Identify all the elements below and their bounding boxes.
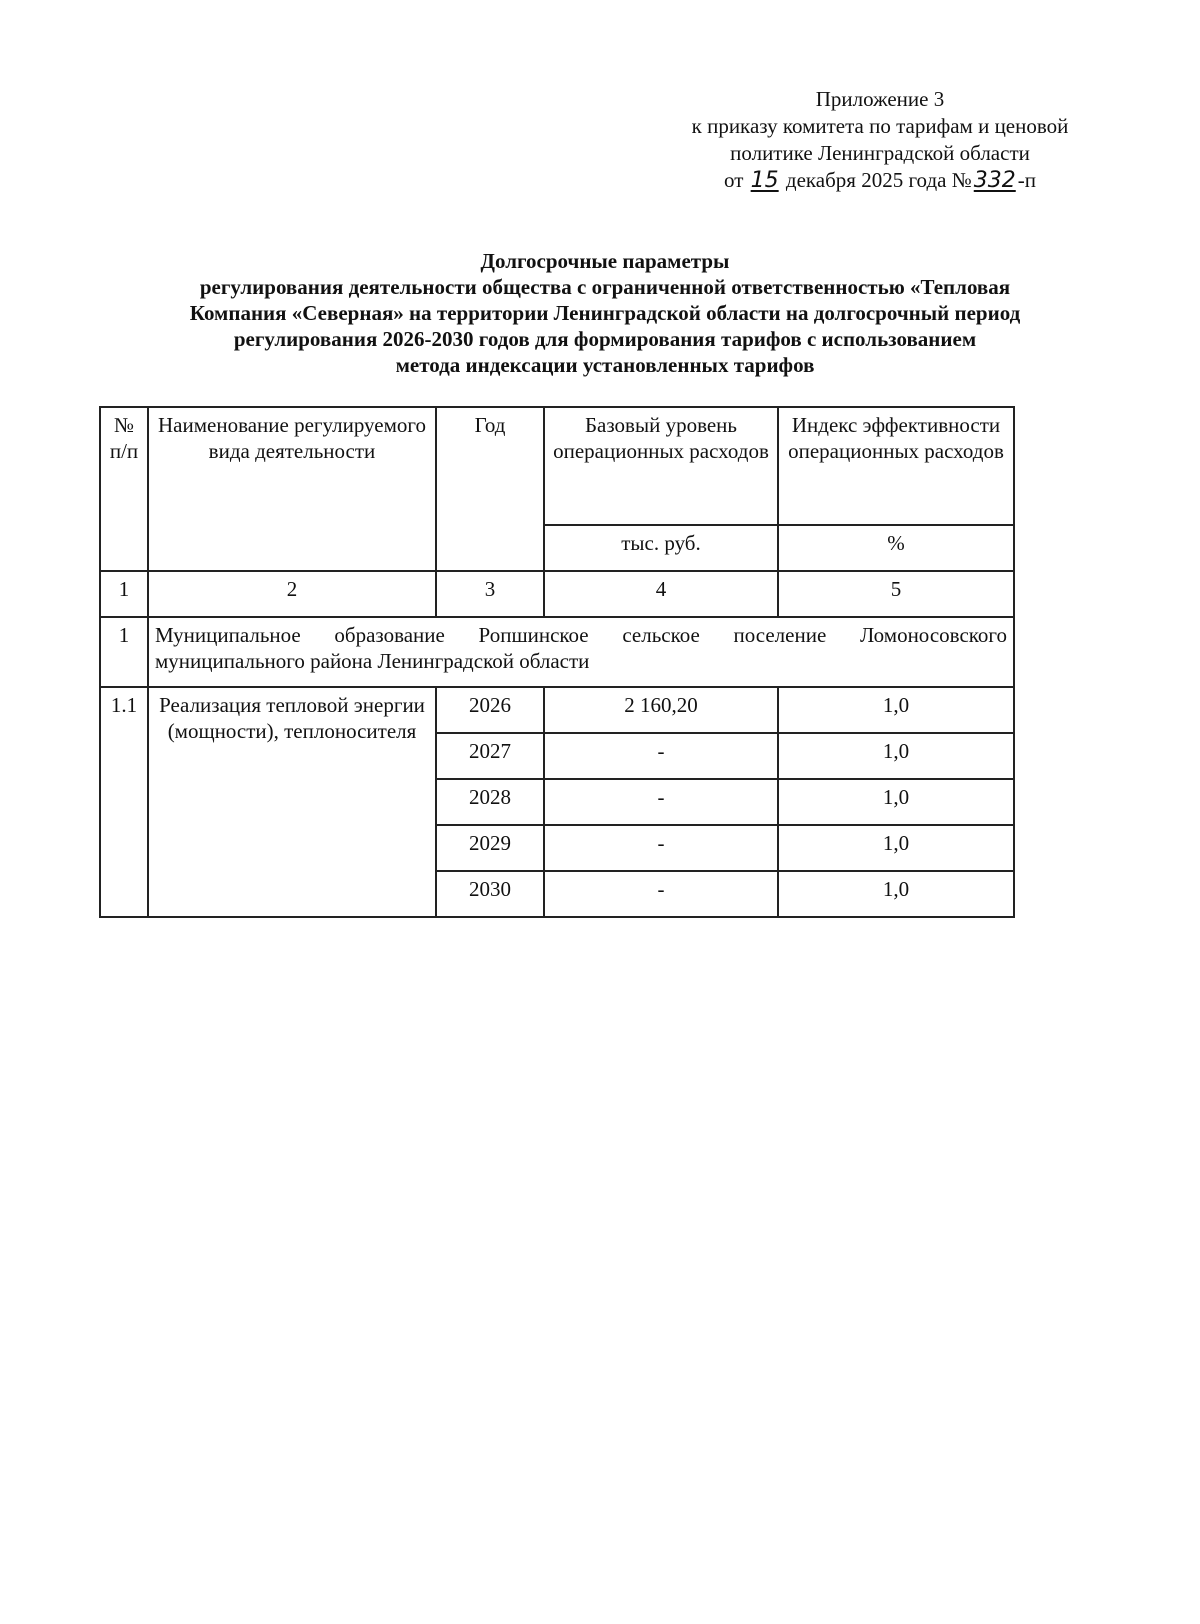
base-level-cell: - [544, 733, 778, 779]
order-suffix: -п [1017, 168, 1036, 192]
year-cell: 2029 [436, 825, 544, 871]
header-year: Год [436, 407, 544, 571]
index-cell: 1,0 [778, 871, 1014, 917]
index-cell: 1,0 [778, 733, 1014, 779]
index-cell: 1,0 [778, 825, 1014, 871]
column-number: 3 [436, 571, 544, 617]
handwritten-order-number: 332 [973, 168, 1016, 193]
base-level-cell: - [544, 871, 778, 917]
year-cell: 2026 [436, 687, 544, 733]
column-number-row [100, 571, 1014, 617]
municipality-row [100, 617, 1014, 687]
base-level-cell: - [544, 779, 778, 825]
appendix-header [640, 86, 1120, 194]
header-num: № п/п [100, 407, 148, 571]
activity-name: Реализация тепловой энергии (мощности), теплоносителя [148, 687, 436, 917]
column-number: 4 [544, 571, 778, 617]
title-line-1: Долгосрочные параметры [480, 249, 730, 273]
year-cell: 2027 [436, 733, 544, 779]
year-cell: 2028 [436, 779, 544, 825]
activity-num: 1.1 [100, 687, 148, 917]
header-activity: Наименование регулируемого вида деятельности [148, 407, 436, 571]
handwritten-day: 15 [750, 168, 779, 193]
parameters-table [99, 406, 1015, 918]
date-middle: декабря 2025 года № [785, 168, 972, 192]
document-title [110, 248, 1100, 378]
column-number: 5 [778, 571, 1014, 617]
index-cell: 1,0 [778, 687, 1014, 733]
appendix-label: Приложение 3 [815, 87, 945, 111]
title-line-3: Компания «Северная» на территории Ленинградской области на долгосрочный период [189, 301, 1021, 325]
column-number: 1 [100, 571, 148, 617]
title-line-4: регулирования 2026-2030 годов для формирования тарифов с использованием [233, 327, 977, 351]
table-row [100, 687, 1014, 733]
base-level-cell: - [544, 825, 778, 871]
order-reference-line: к приказу комитета по тарифам и ценовой [691, 114, 1069, 138]
year-cell: 2030 [436, 871, 544, 917]
unit-efficiency-index: % [778, 525, 1014, 571]
title-line-5: метода индексации установленных тарифов [395, 353, 815, 377]
committee-name-line: политике Ленинградской области [730, 141, 1030, 165]
order-date-line [640, 167, 1120, 194]
municipality-name-line-2: муниципального района Ленинградской области [155, 649, 590, 673]
date-prefix: от [724, 168, 744, 192]
base-level-cell: 2 160,20 [544, 687, 778, 733]
column-number: 2 [148, 571, 436, 617]
municipality-num: 1 [100, 617, 148, 687]
municipality-name [148, 617, 1014, 687]
header-base-level: Базовый уровень операционных расходов [544, 407, 778, 525]
title-line-2: регулирования деятельности общества с ограниченной ответственностью «Тепловая [199, 275, 1011, 299]
index-cell: 1,0 [778, 779, 1014, 825]
header-efficiency-index: Индекс эффективности операционных расходов [778, 407, 1014, 525]
municipality-name-line-1: Муниципальное образование Ропшинское сельское поселение Ломоносовского [155, 623, 1007, 647]
unit-base-level: тыс. руб. [544, 525, 778, 571]
